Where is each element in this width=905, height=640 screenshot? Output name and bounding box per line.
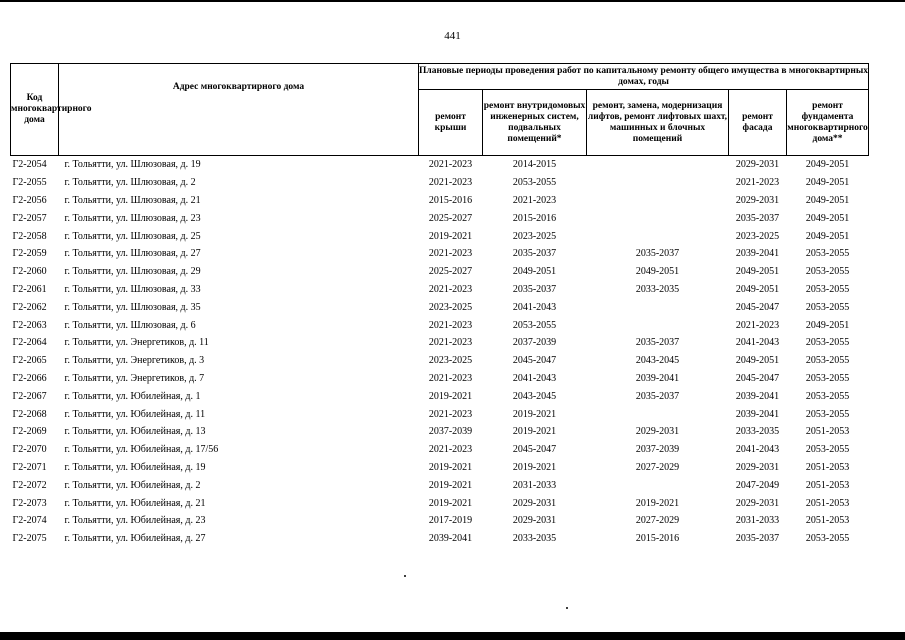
row-foundation: 2053-2055 xyxy=(805,533,850,545)
row-systems: 2029-2031 xyxy=(512,515,557,527)
row-foundation: 2053-2055 xyxy=(805,355,850,367)
row-code: Г2-2059 xyxy=(12,248,47,260)
row-address: г. Тольятти, ул. Юбилейная, д. 17/56 xyxy=(64,444,219,456)
row-systems: 2053-2055 xyxy=(512,319,557,331)
row-roof: 2019-2021 xyxy=(428,230,473,242)
row-elevators xyxy=(587,476,729,494)
row-address: г. Тольятти, ул. Шлюзовая, д. 25 xyxy=(64,230,201,242)
row-code: Г2-2063 xyxy=(12,319,47,331)
row-elevators xyxy=(587,227,729,245)
row-address: г. Тольятти, ул. Шлюзовая, д. 6 xyxy=(64,319,196,331)
row-facade: 2021-2023 xyxy=(735,177,780,189)
row-systems: 2035-2037 xyxy=(512,248,557,260)
table-row xyxy=(11,405,869,423)
row-roof: 2015-2016 xyxy=(428,194,473,206)
row-systems: 2053-2055 xyxy=(512,177,557,189)
table-body xyxy=(11,156,869,548)
row-facade: 2045-2047 xyxy=(735,372,780,384)
row-systems: 2041-2043 xyxy=(512,301,557,313)
row-address: г. Тольятти, ул. Юбилейная, д. 1 xyxy=(64,390,201,402)
row-elevators: 2035-2037 xyxy=(635,337,680,349)
row-elevators: 2037-2039 xyxy=(635,444,680,456)
row-foundation: 2049-2051 xyxy=(805,177,850,189)
header-roof: ремонт крыши xyxy=(419,90,483,156)
row-address: г. Тольятти, ул. Шлюзовая, д. 21 xyxy=(64,194,201,206)
row-address: г. Тольятти, ул. Энергетиков, д. 3 xyxy=(64,355,205,367)
row-elevators: 2049-2051 xyxy=(635,266,680,278)
row-roof: 2021-2023 xyxy=(428,177,473,189)
row-systems: 2035-2037 xyxy=(512,283,557,295)
row-roof: 2021-2023 xyxy=(428,248,473,260)
table-row xyxy=(11,334,869,352)
row-systems: 2019-2021 xyxy=(512,426,557,438)
row-code: Г2-2070 xyxy=(12,444,47,456)
top-border-line xyxy=(0,0,905,2)
row-roof: 2021-2023 xyxy=(428,159,473,171)
row-code: Г2-2064 xyxy=(12,337,47,349)
table-row xyxy=(11,423,869,441)
row-foundation: 2051-2053 xyxy=(805,426,850,438)
table-row xyxy=(11,209,869,227)
row-address: г. Тольятти, ул. Юбилейная, д. 2 xyxy=(64,479,201,491)
table-row xyxy=(11,192,869,210)
row-elevators: 2019-2021 xyxy=(635,497,680,509)
row-elevators: 2029-2031 xyxy=(635,426,680,438)
row-address: г. Тольятти, ул. Шлюзовая, д. 29 xyxy=(64,266,201,278)
row-systems: 2014-2015 xyxy=(512,159,557,171)
row-elevators xyxy=(587,156,729,174)
row-foundation: 2053-2055 xyxy=(805,444,850,456)
row-facade: 2039-2041 xyxy=(735,408,780,420)
header-systems: ремонт внутридомовых инженерных систем, подвальных помещений* xyxy=(483,90,587,156)
row-facade: 2021-2023 xyxy=(735,319,780,331)
table-row xyxy=(11,245,869,263)
row-elevators: 2035-2037 xyxy=(635,390,680,402)
header-code: Код многоквартирного дома xyxy=(11,64,59,156)
row-roof: 2025-2027 xyxy=(428,266,473,278)
row-facade: 2029-2031 xyxy=(735,461,780,473)
row-address: г. Тольятти, ул. Юбилейная, д. 19 xyxy=(64,461,206,473)
row-code: Г2-2067 xyxy=(12,390,47,402)
row-facade: 2031-2033 xyxy=(735,515,780,527)
row-facade: 2035-2037 xyxy=(735,212,780,224)
row-facade: 2045-2047 xyxy=(735,301,780,313)
row-address: г. Тольятти, ул. Юбилейная, д. 13 xyxy=(64,426,206,438)
row-code: Г2-2068 xyxy=(12,408,47,420)
row-code: Г2-2072 xyxy=(12,479,47,491)
row-roof: 2019-2021 xyxy=(428,390,473,402)
capital-repair-table xyxy=(10,63,869,548)
row-foundation: 2051-2053 xyxy=(805,479,850,491)
row-facade: 2039-2041 xyxy=(735,390,780,402)
row-foundation: 2053-2055 xyxy=(805,283,850,295)
row-facade: 2029-2031 xyxy=(735,497,780,509)
row-roof: 2019-2021 xyxy=(428,461,473,473)
table-row xyxy=(11,298,869,316)
row-foundation: 2049-2051 xyxy=(805,212,850,224)
row-address: г. Тольятти, ул. Шлюзовая, д. 35 xyxy=(64,301,201,313)
row-roof: 2017-2019 xyxy=(428,515,473,527)
row-code: Г2-2075 xyxy=(12,533,47,545)
bottom-border-bar xyxy=(0,632,905,640)
row-code: Г2-2062 xyxy=(12,301,47,313)
row-facade: 2041-2043 xyxy=(735,337,780,349)
row-systems: 2049-2051 xyxy=(512,266,557,278)
page-number: 441 xyxy=(444,30,461,42)
row-systems: 2041-2043 xyxy=(512,372,557,384)
table-row xyxy=(11,227,869,245)
table-row xyxy=(11,476,869,494)
row-elevators xyxy=(587,192,729,210)
row-facade: 2047-2049 xyxy=(735,479,780,491)
row-elevators: 2015-2016 xyxy=(635,533,680,545)
row-facade: 2041-2043 xyxy=(735,444,780,456)
row-systems: 2031-2033 xyxy=(512,479,557,491)
row-systems: 2023-2025 xyxy=(512,230,557,242)
row-foundation: 2049-2051 xyxy=(805,230,850,242)
row-roof: 2025-2027 xyxy=(428,212,473,224)
row-systems: 2021-2023 xyxy=(512,194,557,206)
row-foundation: 2053-2055 xyxy=(805,408,850,420)
row-elevators xyxy=(587,209,729,227)
row-systems: 2043-2045 xyxy=(512,390,557,402)
row-code: Г2-2057 xyxy=(12,212,47,224)
row-address: г. Тольятти, ул. Энергетиков, д. 11 xyxy=(64,337,209,349)
row-code: Г2-2069 xyxy=(12,426,47,438)
row-elevators: 2035-2037 xyxy=(635,248,680,260)
row-code: Г2-2065 xyxy=(12,355,47,367)
row-systems: 2019-2021 xyxy=(512,408,557,420)
table-row xyxy=(11,512,869,530)
table-row xyxy=(11,459,869,477)
row-systems: 2045-2047 xyxy=(512,444,557,456)
row-foundation: 2051-2053 xyxy=(805,461,850,473)
table-row xyxy=(11,387,869,405)
table-header xyxy=(11,64,869,156)
table-row xyxy=(11,281,869,299)
row-code: Г2-2061 xyxy=(12,283,47,295)
row-code: Г2-2058 xyxy=(12,230,47,242)
row-foundation: 2053-2055 xyxy=(805,372,850,384)
row-roof: 2037-2039 xyxy=(428,426,473,438)
row-foundation: 2053-2055 xyxy=(805,337,850,349)
header-facade: ремонт фасада xyxy=(729,90,787,156)
row-address: г. Тольятти, ул. Шлюзовая, д. 19 xyxy=(64,159,201,171)
row-code: Г2-2056 xyxy=(12,194,47,206)
row-code: Г2-2073 xyxy=(12,497,47,509)
table-row xyxy=(11,263,869,281)
row-elevators: 2043-2045 xyxy=(635,355,680,367)
table-row xyxy=(11,370,869,388)
row-foundation: 2053-2055 xyxy=(805,390,850,402)
row-elevators: 2039-2041 xyxy=(635,372,680,384)
row-elevators: 2033-2035 xyxy=(635,283,680,295)
row-facade: 2029-2031 xyxy=(735,159,780,171)
header-elevators: ремонт, замена, модернизация лифтов, ремонт лифтовых шахт, машинных и блочных помещений xyxy=(587,90,729,156)
row-roof: 2021-2023 xyxy=(428,319,473,331)
row-code: Г2-2074 xyxy=(12,515,47,527)
table-row xyxy=(11,530,869,548)
row-code: Г2-2055 xyxy=(12,177,47,189)
row-facade: 2049-2051 xyxy=(735,266,780,278)
row-systems: 2029-2031 xyxy=(512,497,557,509)
row-address: г. Тольятти, ул. Шлюзовая, д. 33 xyxy=(64,283,201,295)
row-elevators: 2027-2029 xyxy=(635,461,680,473)
row-elevators xyxy=(587,316,729,334)
row-foundation: 2053-2055 xyxy=(805,301,850,313)
row-address: г. Тольятти, ул. Юбилейная, д. 27 xyxy=(64,533,206,545)
table-row xyxy=(11,494,869,512)
row-roof: 2023-2025 xyxy=(428,355,473,367)
row-systems: 2019-2021 xyxy=(512,461,557,473)
scan-speck xyxy=(566,607,568,609)
row-roof: 2019-2021 xyxy=(428,497,473,509)
scan-speck xyxy=(404,575,406,577)
row-facade: 2039-2041 xyxy=(735,248,780,260)
row-address: г. Тольятти, ул. Шлюзовая, д. 27 xyxy=(64,248,201,260)
row-elevators xyxy=(587,298,729,316)
table-row xyxy=(11,316,869,334)
row-systems: 2045-2047 xyxy=(512,355,557,367)
row-foundation: 2049-2051 xyxy=(805,159,850,171)
table-row xyxy=(11,174,869,192)
row-roof: 2021-2023 xyxy=(428,444,473,456)
header-periods: Плановые периоды проведения работ по капитальному ремонту общего имущества в многоквартирных домах, годы xyxy=(419,64,869,90)
row-code: Г2-2060 xyxy=(12,266,47,278)
row-code: Г2-2071 xyxy=(12,461,47,473)
row-address: г. Тольятти, ул. Юбилейная, д. 23 xyxy=(64,515,206,527)
row-roof: 2021-2023 xyxy=(428,372,473,384)
row-roof: 2021-2023 xyxy=(428,337,473,349)
row-foundation: 2051-2053 xyxy=(805,497,850,509)
row-code: Г2-2066 xyxy=(12,372,47,384)
row-foundation: 2053-2055 xyxy=(805,248,850,260)
row-facade: 2029-2031 xyxy=(735,194,780,206)
row-facade: 2049-2051 xyxy=(735,355,780,367)
table-row xyxy=(11,352,869,370)
header-address: Адрес многоквартирного дома xyxy=(59,64,419,156)
row-address: г. Тольятти, ул. Шлюзовая, д. 23 xyxy=(64,212,201,224)
row-foundation: 2051-2053 xyxy=(805,515,850,527)
row-roof: 2021-2023 xyxy=(428,283,473,295)
row-systems: 2037-2039 xyxy=(512,337,557,349)
row-facade: 2033-2035 xyxy=(735,426,780,438)
row-elevators xyxy=(587,405,729,423)
row-foundation: 2049-2051 xyxy=(805,194,850,206)
row-roof: 2019-2021 xyxy=(428,479,473,491)
table-row xyxy=(11,156,869,174)
row-roof: 2039-2041 xyxy=(428,533,473,545)
table-row xyxy=(11,441,869,459)
row-roof: 2021-2023 xyxy=(428,408,473,420)
row-address: г. Тольятти, ул. Шлюзовая, д. 2 xyxy=(64,177,196,189)
row-foundation: 2053-2055 xyxy=(805,266,850,278)
row-facade: 2049-2051 xyxy=(735,283,780,295)
row-roof: 2023-2025 xyxy=(428,301,473,313)
row-address: г. Тольятти, ул. Юбилейная, д. 11 xyxy=(64,408,206,420)
row-elevators xyxy=(587,174,729,192)
header-foundation: ремонт фундамента многоквартирного дома** xyxy=(787,90,869,156)
row-elevators: 2027-2029 xyxy=(635,515,680,527)
row-address: г. Тольятти, ул. Энергетиков, д. 7 xyxy=(64,372,205,384)
row-foundation: 2049-2051 xyxy=(805,319,850,331)
row-code: Г2-2054 xyxy=(12,159,47,171)
row-facade: 2023-2025 xyxy=(735,230,780,242)
row-address: г. Тольятти, ул. Юбилейная, д. 21 xyxy=(64,497,206,509)
row-systems: 2015-2016 xyxy=(512,212,557,224)
row-systems: 2033-2035 xyxy=(512,533,557,545)
row-facade: 2035-2037 xyxy=(735,533,780,545)
